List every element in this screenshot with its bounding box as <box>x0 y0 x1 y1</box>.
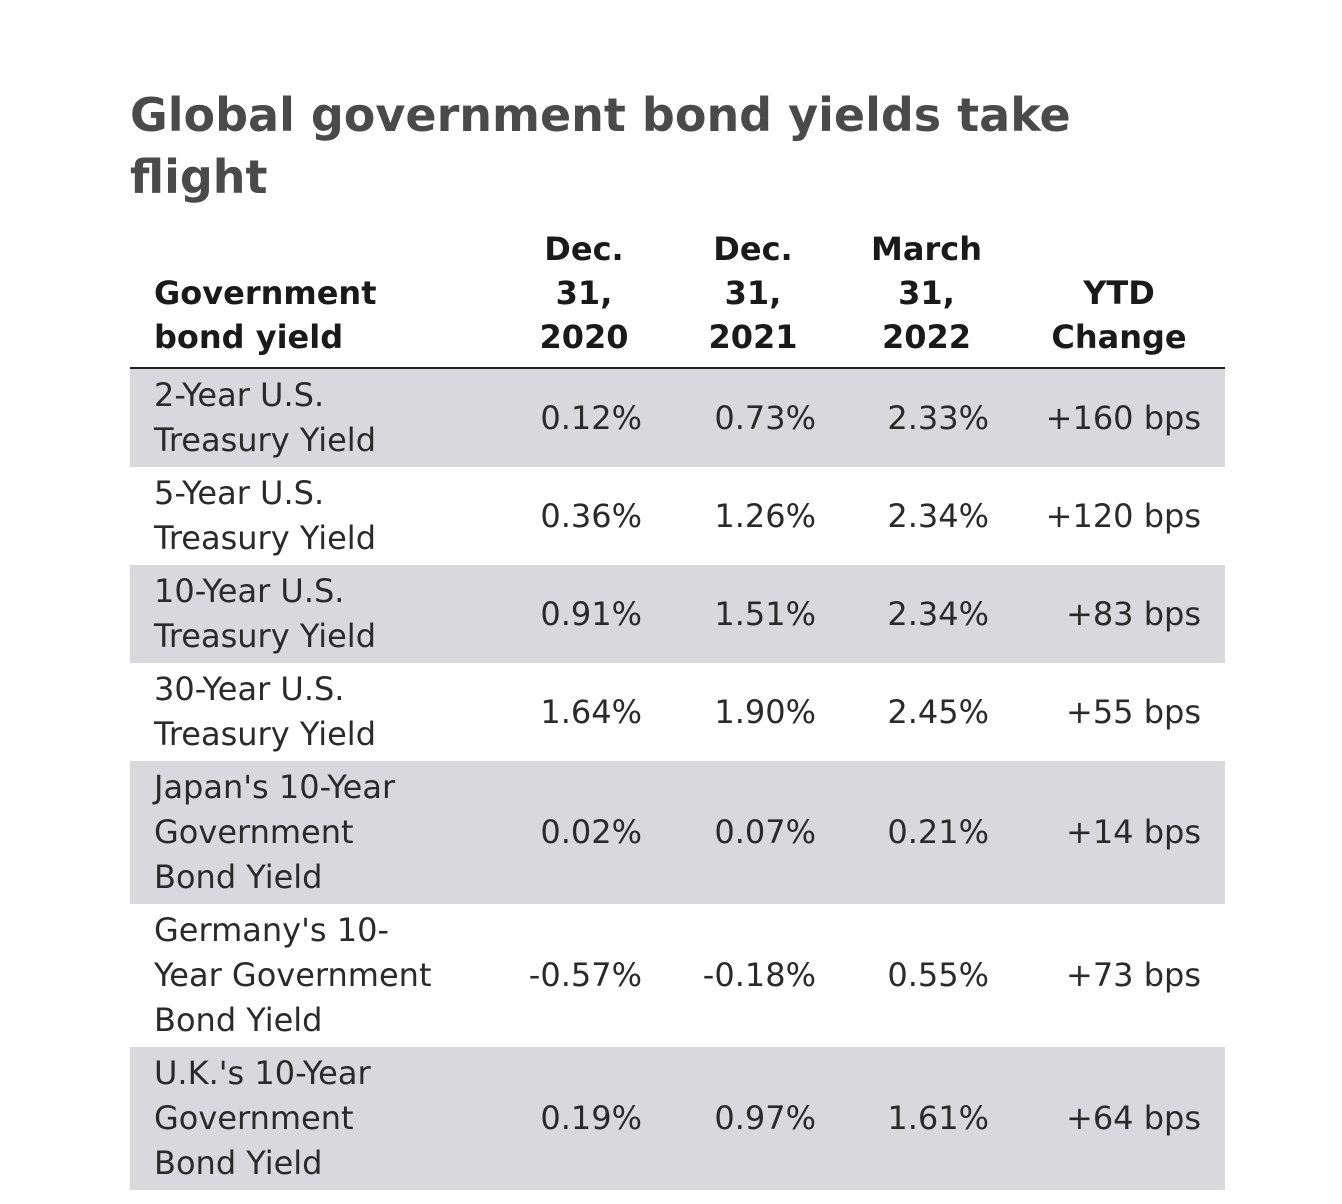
yield-mar-2022: 2.34% <box>840 565 1013 663</box>
bond-name-cell <box>130 467 502 565</box>
header-line: bond yield <box>154 318 344 356</box>
header-line: Government <box>154 274 377 312</box>
bond-name-line: 5-Year U.S. <box>154 474 325 512</box>
ytd-change: +160 bps <box>1013 368 1225 467</box>
table-row <box>130 565 1225 663</box>
yield-dec-2021: 0.97% <box>666 1047 840 1190</box>
header-government-bond-yield <box>130 227 502 368</box>
yield-dec-2020: 0.91% <box>502 565 666 663</box>
bond-name-line: Bond Yield <box>154 1144 323 1182</box>
bond-name-cell <box>130 761 502 904</box>
header-line: Dec. <box>544 230 624 268</box>
table-row <box>130 1047 1225 1190</box>
bond-name-cell <box>130 904 502 1047</box>
header-row <box>130 227 1225 368</box>
header-line: 31, <box>555 274 613 312</box>
table-header <box>130 227 1225 368</box>
yield-dec-2021: 1.90% <box>714 692 816 731</box>
yield-dec-2020: 0.12% <box>502 368 666 467</box>
ytd-change: +55 bps <box>1066 692 1201 731</box>
bond-name-cell <box>130 663 502 761</box>
yield-dec-2020: -0.57% <box>528 956 642 994</box>
header-line: Dec. <box>713 230 793 268</box>
bond-name-line: Treasury Yield <box>154 715 376 753</box>
yield-dec-2021: 1.26% <box>714 496 816 535</box>
bond-name-cell <box>130 368 502 467</box>
table-row <box>130 467 1225 565</box>
ytd-change: +120 bps <box>1045 496 1201 535</box>
yield-dec-2020: 1.64% <box>540 692 642 731</box>
bond-name-cell <box>130 565 502 663</box>
bond-yield-table <box>130 227 1225 1190</box>
table-row <box>130 761 1225 904</box>
yield-dec-2020: 0.36% <box>540 496 642 535</box>
yield-dec-2020: 0.19% <box>502 1047 666 1190</box>
yield-mar-2022: 0.21% <box>840 761 1013 904</box>
table-row <box>130 663 1225 761</box>
ytd-change: +83 bps <box>1013 565 1225 663</box>
bond-name-line: Treasury Yield <box>154 519 376 557</box>
bond-name-cell <box>130 1047 502 1190</box>
yield-dec-2020: 0.02% <box>502 761 666 904</box>
header-line: March <box>871 230 982 268</box>
header-line: 31, <box>724 274 782 312</box>
bond-name-line: Bond Yield <box>154 1001 323 1039</box>
bond-name-line: Year Government <box>154 956 432 994</box>
table-row <box>130 904 1225 1047</box>
header-line: 31, <box>898 274 955 312</box>
header-dec-31-2021 <box>666 227 840 368</box>
ytd-change: +73 bps <box>1066 956 1201 994</box>
yield-mar-2022: 2.33% <box>840 368 1013 467</box>
bond-name-line: Government <box>154 1099 354 1137</box>
table-row <box>130 368 1225 467</box>
header-line: 2022 <box>881 318 972 356</box>
header-line: Change <box>1051 318 1187 356</box>
header-ytd-change <box>1013 227 1225 368</box>
bond-name-line: 2-Year U.S. <box>154 376 325 414</box>
page-title: Global government bond yields take flight <box>130 88 1071 204</box>
header-line: 2020 <box>539 318 629 356</box>
bond-name-line: Japan's 10-Year <box>154 768 396 806</box>
bond-name-line: Bond Yield <box>154 858 323 896</box>
bond-name-line: Government <box>154 813 354 851</box>
table-body <box>130 368 1225 1190</box>
yield-dec-2021: 1.51% <box>666 565 840 663</box>
header-dec-31-2020 <box>502 227 666 368</box>
ytd-change: +14 bps <box>1013 761 1225 904</box>
bond-name-line: 10-Year U.S. <box>154 572 345 610</box>
bond-name-line: Germany's 10- <box>154 911 389 949</box>
yield-dec-2021: -0.18% <box>702 956 816 994</box>
yield-mar-2022: 2.34% <box>887 496 989 535</box>
yield-mar-2022: 2.45% <box>887 692 989 731</box>
yield-mar-2022: 0.55% <box>887 956 989 994</box>
ytd-change: +64 bps <box>1013 1047 1225 1190</box>
header-line: 2021 <box>708 318 798 356</box>
bond-name-line: Treasury Yield <box>154 617 376 655</box>
yield-mar-2022: 1.61% <box>840 1047 1013 1190</box>
bond-name-line: U.K.'s 10-Year <box>154 1054 371 1092</box>
header-line: YTD <box>1083 274 1155 312</box>
header-march-31-2022 <box>840 227 1013 368</box>
yield-dec-2021: 0.07% <box>666 761 840 904</box>
bond-name-line: 30-Year U.S. <box>154 670 345 708</box>
yield-dec-2021: 0.73% <box>666 368 840 467</box>
bond-name-line: Treasury Yield <box>154 421 376 459</box>
